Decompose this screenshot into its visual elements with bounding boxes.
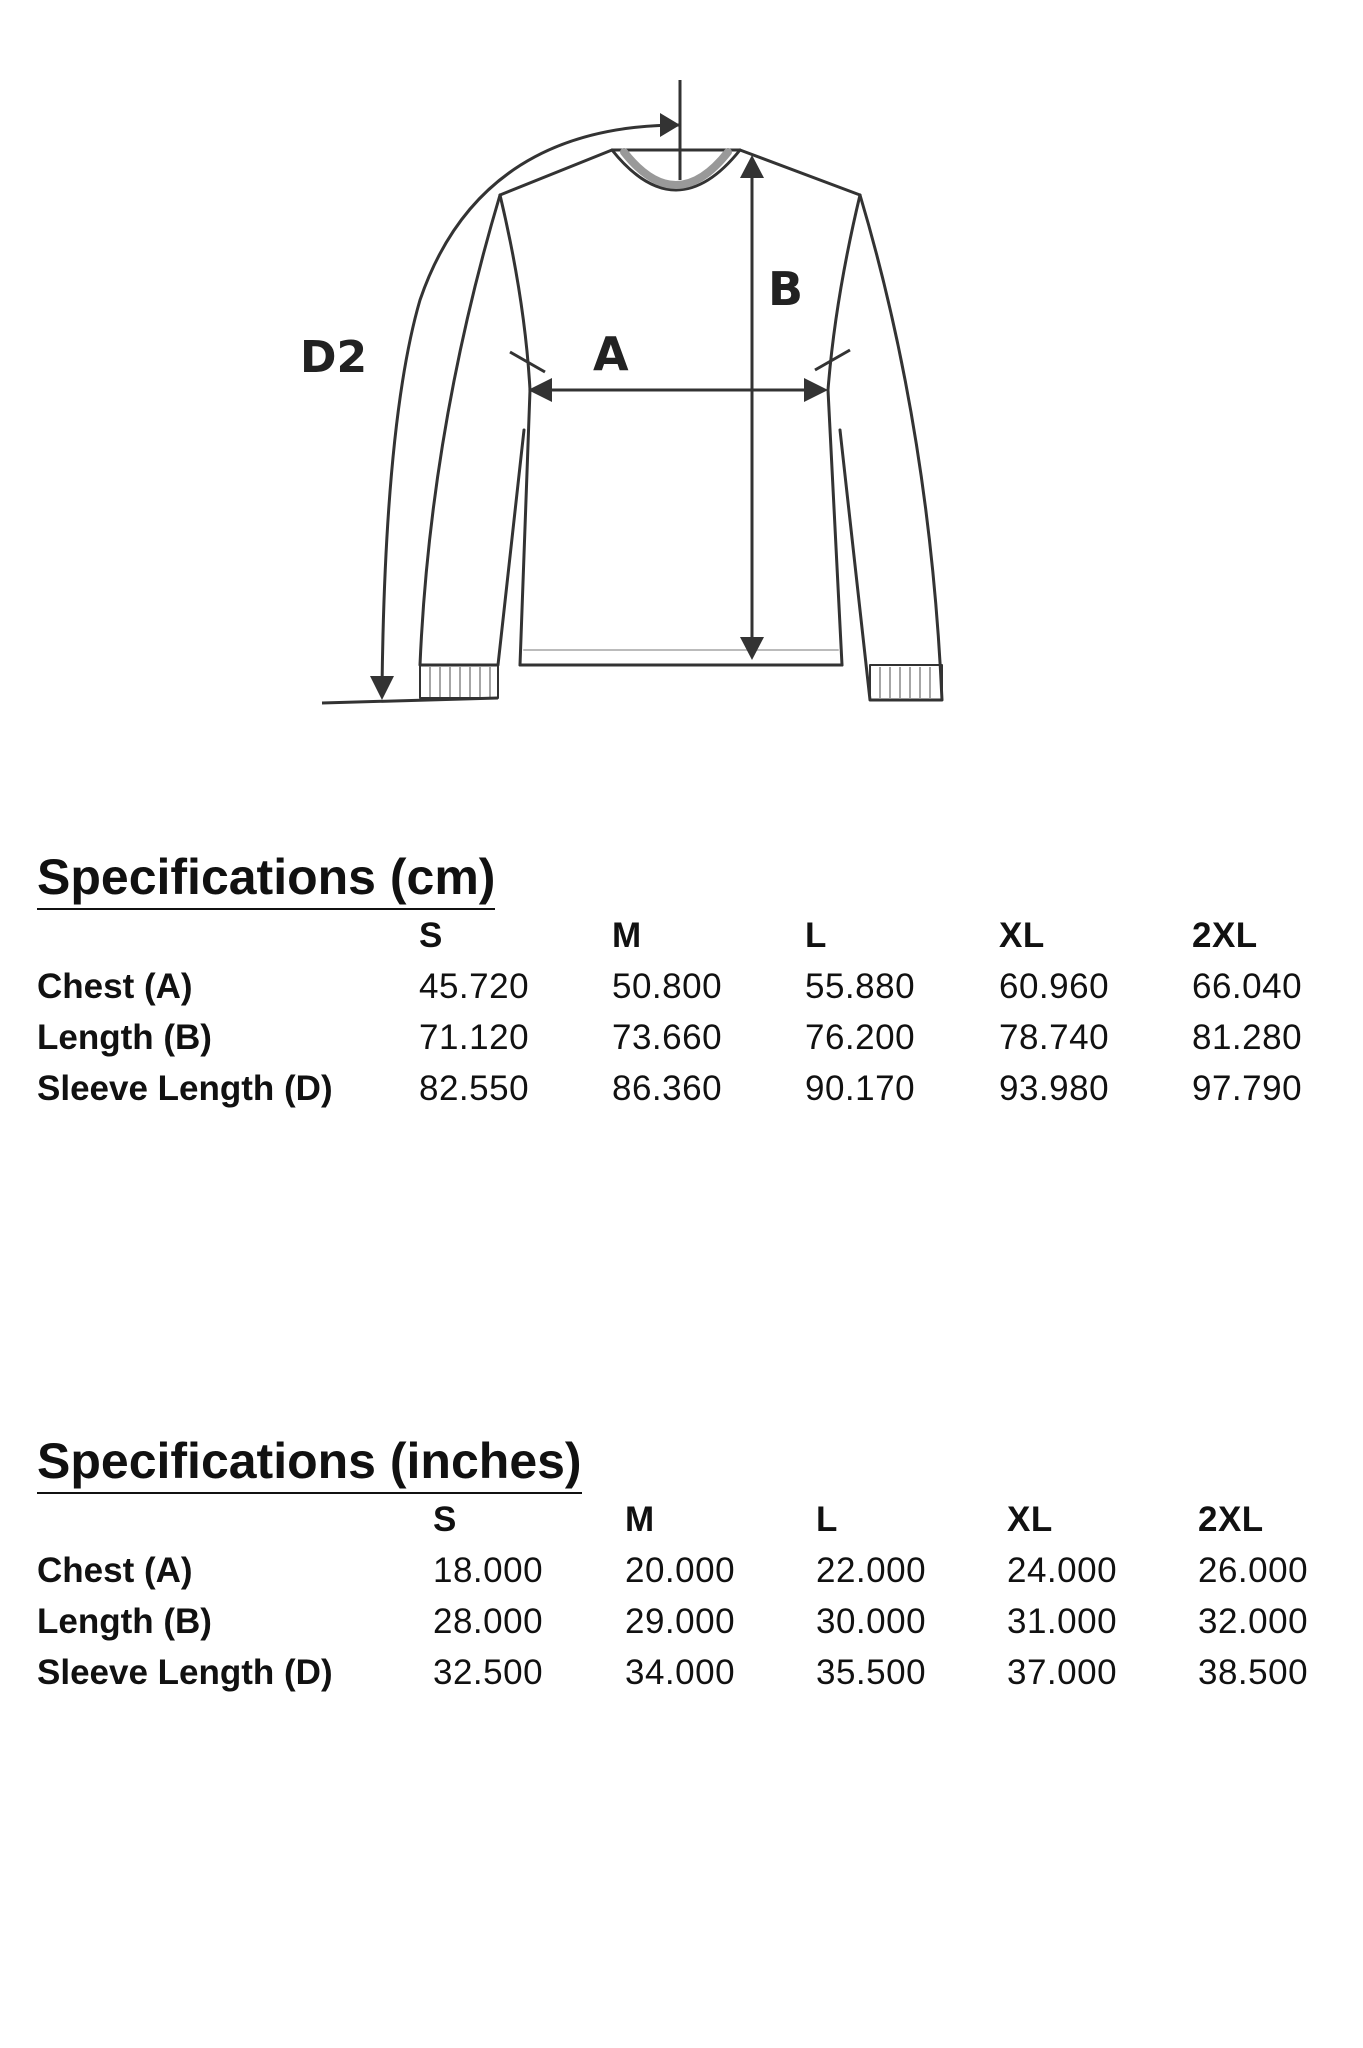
table-row-sleeve [37,1063,1337,1114]
table-row-length [37,1596,1337,1647]
value-cell: 26.000 [1198,1551,1309,1590]
spec-table-cm [37,848,1337,1114]
value-cell: 66.040 [1192,967,1303,1006]
spec-inches-title: Specifications (inches) [37,1432,582,1494]
garment-diagram [0,0,1363,760]
value-cell: 22.000 [816,1551,927,1590]
value-cell: 78.740 [999,1018,1110,1057]
label-b: B [768,262,804,316]
value-cell: 73.660 [612,1018,723,1057]
value-cell: 90.170 [805,1069,916,1108]
value-cell: 97.790 [1192,1069,1303,1108]
size-s: S [433,1500,457,1539]
chest-measure-arrow [510,350,850,390]
value-cell: 31.000 [1007,1602,1118,1641]
label-d2: D2 [300,332,368,383]
size-s: S [419,916,443,955]
size-m: M [625,1500,655,1539]
value-cell: 24.000 [1007,1551,1118,1590]
table-row-length [37,1012,1337,1063]
row-label: Sleeve Length (D) [37,1653,333,1692]
table-row-chest [37,1545,1337,1596]
table-row-chest [37,961,1337,1012]
table-row-sleeve [37,1647,1337,1698]
value-cell: 37.000 [1007,1653,1118,1692]
value-cell: 20.000 [625,1551,736,1590]
spec-cm-title: Specifications (cm) [37,848,495,910]
value-cell: 32.500 [433,1653,544,1692]
value-cell: 50.800 [612,967,723,1006]
value-cell: 55.880 [805,967,916,1006]
value-cell: 32.000 [1198,1602,1309,1641]
value-cell: 60.960 [999,967,1110,1006]
sweater-illustration [0,0,1363,760]
size-header-row [37,1494,1337,1545]
size-xl: XL [1007,1500,1053,1539]
label-a: A [593,327,629,381]
size-2xl: 2XL [1192,916,1258,955]
value-cell: 76.200 [805,1018,916,1057]
value-cell: 18.000 [433,1551,544,1590]
value-cell: 86.360 [612,1069,723,1108]
value-cell: 35.500 [816,1653,927,1692]
right-sleeve [840,195,942,700]
value-cell: 29.000 [625,1602,736,1641]
row-label: Chest (A) [37,967,193,1006]
value-cell: 82.550 [419,1069,530,1108]
size-l: L [805,916,827,955]
row-label: Chest (A) [37,1551,193,1590]
value-cell: 28.000 [433,1602,544,1641]
row-label: Length (B) [37,1602,212,1641]
size-l: L [816,1500,838,1539]
value-cell: 71.120 [419,1018,530,1057]
spec-table-inches [37,1432,1337,1698]
value-cell: 34.000 [625,1653,736,1692]
left-cuff [420,665,498,698]
value-cell: 81.280 [1192,1018,1303,1057]
right-cuff [870,665,942,700]
value-cell: 30.000 [816,1602,927,1641]
size-2xl: 2XL [1198,1500,1264,1539]
row-label: Length (B) [37,1018,212,1057]
value-cell: 38.500 [1198,1653,1309,1692]
size-m: M [612,916,642,955]
size-xl: XL [999,916,1045,955]
value-cell: 93.980 [999,1069,1110,1108]
value-cell: 45.720 [419,967,530,1006]
size-header-row [37,910,1337,961]
row-label: Sleeve Length (D) [37,1069,333,1108]
body-right [828,195,860,665]
